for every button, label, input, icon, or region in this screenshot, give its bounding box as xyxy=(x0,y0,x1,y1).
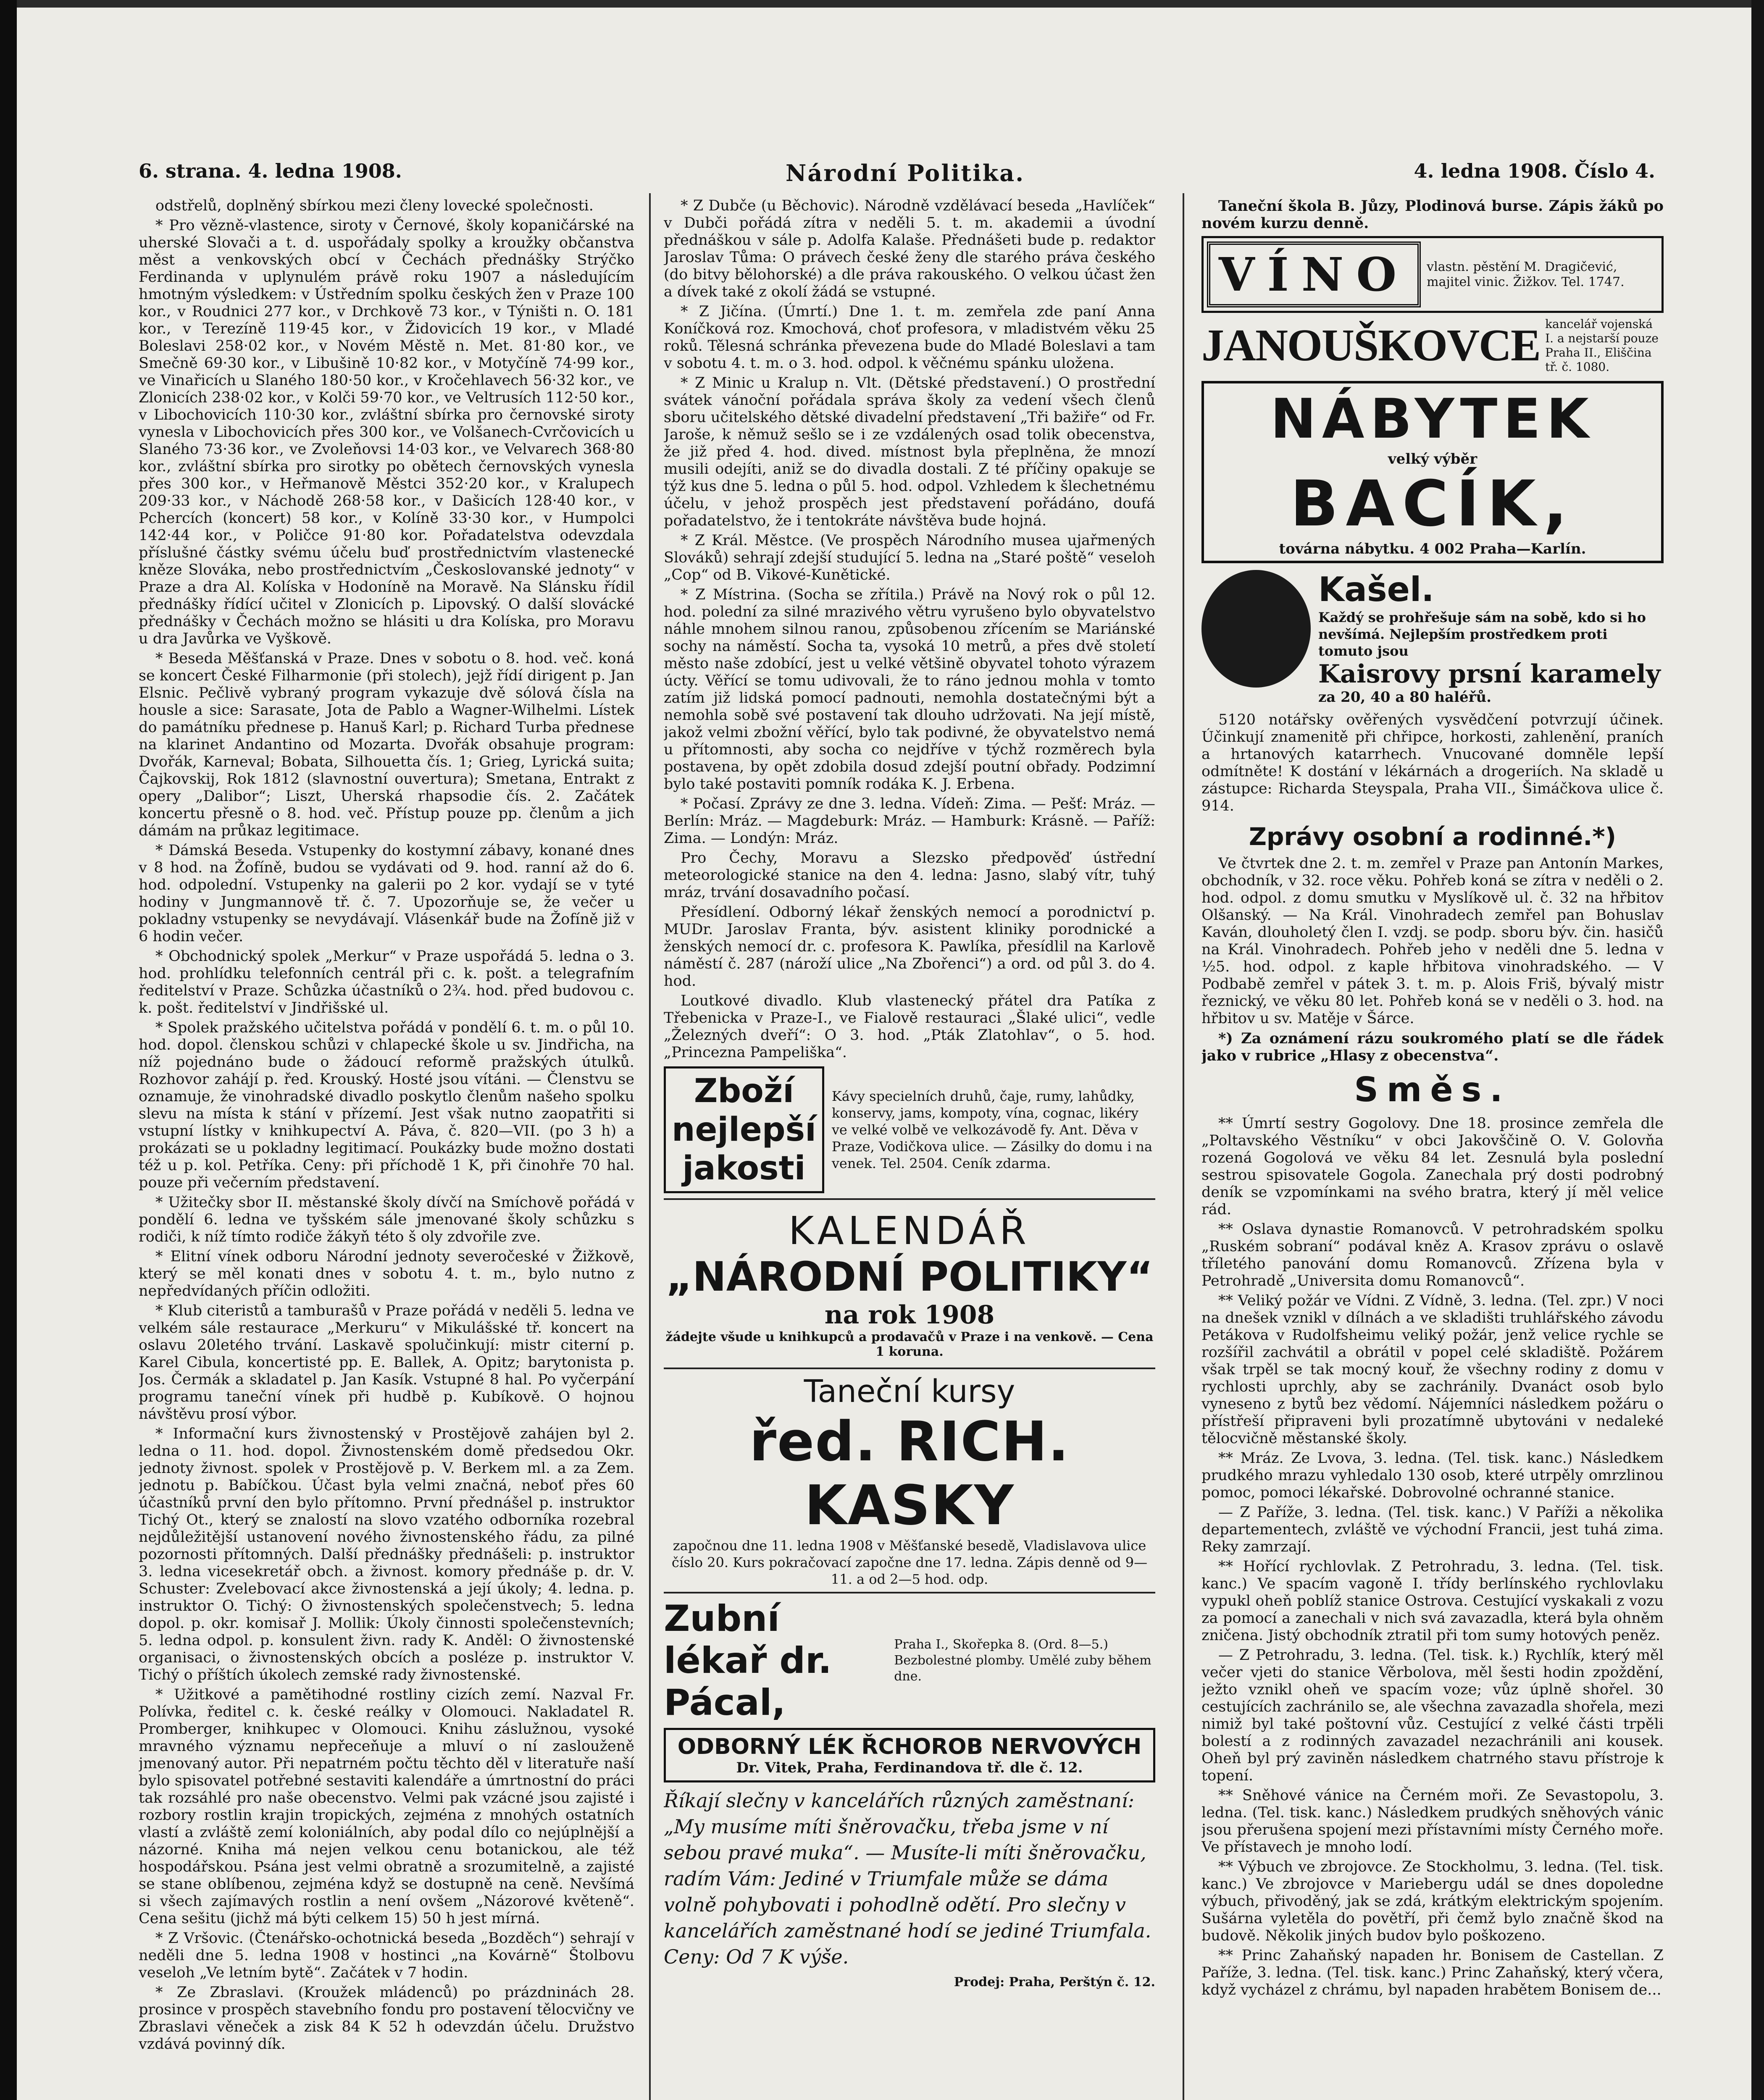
divider xyxy=(664,1592,1155,1593)
article-paragraph: * Z Dubče (u Běchovic). Národně vzdělávací beseda „Havlíček“ v Dubči pořádá zítra v neděli 5. t. m. akademii a úvodní přednáškou v sále p. Adolfa Kalaše. Přednášeti bude p. redaktor Jaroslav Tůma: O právech české ženy dle starého práva českého (do bitvy bělohorské) a dle práva rakouského. O velkou účast žen a dívek také z okolí žádá se vstupné. xyxy=(664,197,1155,300)
article-paragraph: ** Sněhové vánice na Černém moři. Ze Sevastopolu, 3. ledna. (Tel. tisk. kanc.) Následkem prudkých sněhových vánic jsou přerušena spojení mezi přístavními místy Černého moře. Ve přístavech je mnoho lodí. xyxy=(1201,1787,1664,1856)
ad-zbozi-line: nejlepší xyxy=(672,1111,816,1149)
ad-zbozi-line: jakosti xyxy=(682,1150,806,1187)
article-paragraph: * Klub citeristů a tamburašů v Praze pořádá v neděli 5. ledna ve velkém sále restaurace „Merkuru“ v Mikulášské tř. koncert na oslavu 20letého trvání. Laskavě spolučinkují: mistr citerní p. Karel Cibula, koncertisté pp. E. Ballek, A. Opitz; barytonista p. Jos. Čermák a skladatel p. Jan Kasík. Vstupné 8 hal. Po vyčerpání programu taneční vínek při hudbě p. Kubíkově. O hojnou návštěvu prosí výbor. xyxy=(139,1302,634,1423)
ad-nabytek xyxy=(1201,381,1664,563)
ad-kursy xyxy=(664,1373,1155,1588)
ad-vino-title: VÍNO xyxy=(1207,242,1421,307)
article-paragraph: ** Mráz. Ze Lvova, 3. ledna. (Tel. tisk. kanc.) Následkem prudkého mrazu vyhledalo 130 osob, které utrpěly omrzlinou pomoc, pomoci lékařské. Dobrovolné ochranné stanice. xyxy=(1201,1450,1664,1501)
article-paragraph: * Počasí. Zprávy ze dne 3. ledna. Vídeň: Zima. — Pešť: Mráz. — Berlín: Mráz. — Magdeburk: Mráz. — Hamburk: Krásně. — Paříž: Zima. — Londýn: Mráz. xyxy=(664,795,1155,847)
ad-kursy-name: řed. RICH. KASKY xyxy=(749,1410,1070,1537)
ad-odborny-sub: Dr. Vitek, Praha, Ferdinandova tř. dle č. 12. xyxy=(736,1759,1083,1776)
ad-kalendar-title: KALENDÁŘ xyxy=(789,1208,1031,1253)
article-paragraph: * Užitkové a pamětihodné rostliny cizích zemí. Nazval Fr. Polívka, ředitel c. k. české reálky v Olomouci. Nakladatel R. Promberger, knihkupec v Olomouci. Knihu záslužnou, vysoké mravného významu nepřeceňuje a mluví o ní zaslouženě jmenovaný autor. Při nepatrném počtu těchto děl v literatuře naší bylo spisovatel potřebné sestaviti kalendáře a úmrtnostní do práci tak rozsáhlé pro naše obecenstvo. Velmi pak vzácné jsou zajisté i rozbory rostlin krajin tropických, zejména z mnohých ostatních vlastí a zvláště zemí koloniálních, aby podal dílo co nejúplnější a názorné. Kniha má nejen velkou cenu botanickou, ale též hospodářskou. Psána jest velmi obratně a srozumitelně, a zajisté se stane oblíbenou, zejména když se dostupně na ceně. Nevšímá si všech zajímavých rostlin a není ovšem „Názorové květeně“. Cena sešitu (jichž má býti celkem 15) 50 h jest mírná. xyxy=(139,1686,634,1927)
newspaper-page xyxy=(126,59,1672,2100)
scan-edge-left xyxy=(0,0,17,2100)
ad-janouskovce-title: JANOUŠKOVCE xyxy=(1201,320,1541,370)
page-header xyxy=(126,160,1672,197)
footnote: *) Za oznámení rázu soukromého platí se dle řádek jako v rubrice „Hlasy z obecenstva“. xyxy=(1201,1030,1664,1064)
header-issue: 4. ledna 1908. Číslo 4. xyxy=(1414,160,1655,182)
article-paragraph: * Z Král. Městce. (Ve prospěch Národního musea ujařmených Slováků) sehrají zdejší studující 5. ledna na „Staré poště“ veseloh „Cop“ od B. Vikové-Kunětické. xyxy=(664,532,1155,583)
article-paragraph: Pro Čechy, Moravu a Slezsko předpověď ústřední meteorologické stanice na den 4. ledna: Jasno, slabý vítr, tuhý mráz, trvání dosavadního počasí. xyxy=(664,850,1155,901)
article-paragraph: — Z Petrohradu, 3. ledna. (Tel. tisk. k.) Rychlík, který měl večer vjeti do stanice Věrbolova, měl šesti hodin zpoždění, ježto vznikl oheň ve spacím voze; vůz úplně shořel. 30 cestujících zachránilo se, ale všechna zavazadla shořela, mezi nimiž byl také poštovní vůz. Cestující z velké části trpěli bolestí a z rodinných zavazadel nezachránili ani kousek. Oheň byl prý zaviněn následkem chatrného stavu přístroje k topení. xyxy=(1201,1647,1664,1784)
header-masthead: Národní Politika. xyxy=(786,160,1025,186)
ad-zbozi-text: Kávy specielních druhů, čaje, rumy, lahůdky, konservy, jams, kompoty, vína, cognac, likéry ve velké volbě ve velkozávodě fy. Ant. Děva v Praze, Vodičkova ulice. — Zásilky do domu i na venek. Tel. 2504. Ceník zdarma. xyxy=(831,1088,1153,1171)
ad-nabytek-sub: velký výběr xyxy=(1388,451,1477,467)
column-rule xyxy=(1183,193,1184,2100)
ad-zbozi-line: Zboží xyxy=(694,1072,794,1110)
article-paragraph: * Elitní vínek odboru Národní jednoty severočeské v Žižkově, který se měl konati dnes v sobotu 4. t. m., bylo nutno z nepředvídaných příčin odložiti. xyxy=(139,1248,634,1299)
ad-kasel-details: 5120 notářsky ověřených vysvědčení potvrzují účinek. Účinkují znamenitě při chřipce, horkosti, zahlenění, praních a hrtanových katarrhech. Vnucované domněle lepší odmítněte! K dostání v lékárnách a drogeriích. Na skladě u zástupce: Richarda Steyspala, Praha VII., Šimáčkova ulice č. 914. xyxy=(1201,711,1664,814)
article-paragraph: Přesídlení. Odborný lékař ženských nemocí a porodnictví p. MUDr. Jaroslav Franta, býv. asistent kliniky porodnické a ženských nemocí dr. c. profesora K. Pawlíka, přesídlil na Karlově náměstí č. 287 (nároží ulice „Na Zbořenci“) a ord. od půl 3. do 4. hod. xyxy=(664,904,1155,990)
ad-kasel-price: za 20, 40 a 80 haléřů. xyxy=(1318,689,1492,706)
article-paragraph: ** Veliký požár ve Vídni. Z Vídně, 3. ledna. (Tel. zpr.) V noci na dnešek vznikl v dílnách a ve skladišti truhlářského závodu Petákova v Rudolfsheimu veliký požár, jenž velice rychle se rozšířil zachvátil a obrátil v popel celé skladiště. Požárem však trpěl se tak mocný kouř, že všechny rodiny z domu v rychlosti uprchly, aby se zachránily. Dvanáct osob bylo vyneseno z bytů bez vědomí. Nájemníci následkem požáru o přístřeší připraveni byli prozatímně ubytováni v nedaleké tělocvičně městanské školy. xyxy=(1201,1292,1664,1447)
ad-nabytek-footer: továrna nábytku. 4 002 Praha—Karlín. xyxy=(1279,541,1586,557)
ad-kasel xyxy=(1201,570,1664,706)
article-paragraph: * Dámská Beseda. Vstupenky do kostymní zábavy, konané dnes v 8 hod. na Žofíně, budou se vydávati od 9. hod. ranní až do 6. hod. odpolední. Vstupenky na galerii po 2 kor. vydají se v tyté hodiny v Jungmannově tř. č. 7. Upozorňuje se, že večer u pokladny vstupenky se nevydávají. Vlásenkář bude na Žofíně již v 6 hodin večer. xyxy=(139,842,634,945)
article-paragraph: ** Výbuch ve zbrojovce. Ze Stockholmu, 3. ledna. (Tel. tisk. kanc.) Ve zbrojovce v Mariebergu udál se dnes dopoledne výbuch, přivoděný, jak se zdá, krátkým elektrickým spojením. Sušárna vyletěla do povětří, při čemž bylo značně škod na budově. Několik jiných budov bylo poškozeno. xyxy=(1201,1858,1664,1944)
ad-zbozi-title xyxy=(664,1066,824,1193)
article-paragraph: ** Úmrtí sestry Gogolovy. Dne 18. prosince zemřela dle „Poltavského Věstníku“ v obci Jakovščině O. V. Golovňa rozená Gogolová ve věku 84 let. Zesnulá byla poslední sestrou spisovatele Gogola. Zanechala prý dosti podrobný deník se vzpomínkami na svého bratra, který jí měl velice rád. xyxy=(1201,1115,1664,1218)
article-paragraph: * Ze Zbraslavi. (Kroužek mládenců) po prázdninách 28. prosince v prospěch stavebního fondu pro postavení tělocvičny ve Zbraslavi věneček a zisk 84 K 52 h odevzdán účelu. Družstvo vzdává povinný dík. xyxy=(139,1984,634,2053)
column-rule xyxy=(649,193,651,2100)
article-paragraph: * Z Jičína. (Úmrtí.) Dne 1. t. m. zemřela zde paní Anna Koníčková roz. Kmochová, choť profesora, v mladistvém věku 25 roků. Tělesná schránka převezena bude do Mladé Boleslavi a tam v sobotu 4. t. m. o 3. hod. odpol. k věčnému spánku uložena. xyxy=(664,303,1155,372)
article-paragraph: ** Hořící rychlovlak. Z Petrohradu, 3. ledna. (Tel. tisk. kanc.) Ve spacím vagoně I. třídy berlínského rychlovlaku vypukl oheň poblíž stanice Ostrova. Cestující vyskakali z vozu za pomocí a zanechali v nich svá zavazadla, která byla ohněm zničena. Jistý obchodník ztratil při tom sumy hotových peněz. xyxy=(1201,1558,1664,1644)
ad-janouskovce-text: kancelář vojenská I. a nejstarší pouze Praha II., Eliščina tř. č. 1080. xyxy=(1545,317,1659,374)
article-paragraph: * Z Minic u Kralup n. Vlt. (Dětské představení.) O prostřední svátek vánoční pořádala správa školy za vedení všech členů sboru učitelského dětské divadelní představení „Tři bažiře“ od Fr. Jaroše, k němuž sešlo se i ze vzdálených osad tolik obecenstva, že již před 4. hod. dived. místnost byla přeplněna, že mnozí musili odejíti, aniž se do divadla dostali. Z té příčiny opakuje se týž kus dne 5. ledna o půl 5. hod. odpol. Vzhledem k šlechetnému účelu, v jehož prospěch jest představení pořádáno, doufá pořadatelstvo, že i tentokráte návštěva bude hojná. xyxy=(664,375,1155,529)
ad-kalendar-name: „NÁRODNÍ POLITIKY“ xyxy=(666,1253,1153,1300)
ad-janouskovce xyxy=(1201,317,1664,374)
article-paragraph: * Z Místrina. (Socha se zřítila.) Právě na Nový rok o půl 12. hod. polední za silné mrazivého větru vyrušeno bylo obyvatelstvo náhle mnohem silnou ranou, způsobenou zřícením se Mariánské sochy na náměstí. Socha ta, vysoká 10 metrů, a přes dvě století město naše zdobící, jest u velké většině obyvatel tohoto výrazem úcty. Věřící se tomu udivovali, že to ráno jednou mohla v tomto zatím již lidská pomocí padnouti, nemohla dostatečnými být a nemohla sobě své postavení tak dlouho udržovati. Na její místě, jakož velmi zbožní věřící, bylo tak podivné, že obyvatelstvo nemá u přítomnosti, aby socha co nejdříve v týchž rozměrech byla postavena, by opět zdobila dosud zdejší poutní obřady. Podzimní bylo také postaviti pomník rodáka K. J. Erbena. xyxy=(664,586,1155,793)
divider xyxy=(664,1368,1155,1369)
ad-vino xyxy=(1201,236,1664,313)
column-3 xyxy=(1201,197,1664,2100)
ad-tanecni-skola: Taneční škola B. Jůzy, Plodinová burse. Zápis žáků po novém kurzu denně. xyxy=(1201,197,1664,232)
article-paragraph: * Spolek pražského učitelstva pořádá v pondělí 6. t. m. o půl 10. hod. dopol. členskou schůzi v chlapecké škole u sv. Jindřicha, na níž pojednáno bude o žádoucí reformě pražských útulků. Rozhovor zahájí p. řed. Krouský. Hosté jsou vítáni. — Členstvu se oznamuje, že vinohradské divadlo poskytlo členům našeho spolku slevu na místa k stání v přízemí. Jest však nutno zaopatřiti si vstupní lístky v knihkupectví A. Páva, č. 820—VII. (po 3 h) a prokázati se u pokladny legitimací. Poukázky bude možno dostati též u p. kol. Petříka. Ceny: při příchodě 1 K, při činohře 70 hal. pouze při večerním představení. xyxy=(139,1019,634,1191)
ad-pacal-text: Praha I., Skořepka 8. (Ord. 8—5.) Bezbolestné plomby. Umělé zuby během dne. xyxy=(894,1637,1151,1684)
ad-zbozi xyxy=(664,1066,1155,1193)
article-paragraph: — Z Paříže, 3. ledna. (Tel. tisk. kanc.) V Paříži a několika departementech, zvláště ve východní Francii, jest tuhá zima. Reky zamrzají. xyxy=(1201,1504,1664,1555)
column-1 xyxy=(139,197,634,2100)
ad-triumfale: Říkají slečny v kancelářích různých zaměstnaní: „My musíme míti šněrovačku, třeba jsme v ní sebou pravé muka“. — Musíte-li míti šněrovačku, radím Vám: Jediné v Triumfale může se dáma volně pohybovati i pohodlně odětí. Pro slečny v kancelářích zaměstnané hodí se jediné Triumfala. Ceny: Od 7 K výše. xyxy=(664,1789,1151,1968)
article-paragraph: * Pro vězně-vlastence, siroty v Černové, školy kopaničárské na uherské Slovači a t. d. uspořádaly spolky a kroužky občanstva měst a venkovských obcí v Čechách přednášky Strýčko Ferdinanda v uplynulém právě roku 1907 a následujícím hmotným výsledkem: v Ústředním spolku českých žen v Praze 100 kor., v Roudnici 277 kor., v Drchkově 73 kor., v Týništi n. O. 181 kor., v Terezíně 119·45 kor., v Židovicích 19 kor., v Mladé Boleslavi 258·02 kor., v Novém Městě n. Met. 81·80 kor., ve Smečně 69·30 kor., v Libušině 10·82 kor., v Motyčíně 74·99 kor., ve Vinařicích u Slaného 180·50 kor., v Kročehlavech 56·32 kor., ve Zlonicích 238·02 kor., v Kolči 59·70 kor., ve Veltrusích 112·50 kor., v Libochovicích 110·30 kor., zvláštní sbírka pro černovské siroty vynesla v Libochovicích přes 300 kor., ve Volšanech-Cvrčovicích u Slaného 73·36 kor., ve Zvoleňovsi 14·03 kor., ve Velvarech 368·80 kor., zvláštní sbírka pro sirotky po obětech černovských vynesla přes 300 kor., v Heřmanově Městci 352·20 kor., v Kralupech 209·33 kor., v Náchodě 268·58 kor., v Dašicích 128·40 kor., v Pchercích (koncert) 58 kor., v Kolíně 33·30 kor., v Humpolci 142·44 kor., v Poličce 91·80 kor. Pořadatelstva odevzdala příslušné částky svému účelu buď prostřednictvím vlastenecké kněze Slováka, nebo prostřednictvím „Českoslovanské jednoty“ v Praze a dra Al. Kolíska v Hodoníně na Moravě. Na Slánsku řídil přednášky řídící učitel v Zlonicích p. Lipovský. O další slovácké přednášky v Čechách možno se hlásiti u dra Kolíska, pro Moravu u dra Javůrka ve Vyškově. xyxy=(139,217,634,647)
scan-edge-top xyxy=(0,0,1764,8)
ad-nabytek-title: NÁBYTEK xyxy=(1270,387,1595,451)
ad-kalendar xyxy=(664,1204,1155,1363)
ad-triumfale-footer: Prodej: Praha, Perštýn č. 12. xyxy=(954,1975,1155,1990)
ad-kasel-text: Každý se prohřešuje sám na sobě, kdo si ho nevšímá. Nejlepším prostředkem proti tomuto jsou xyxy=(1318,609,1646,659)
tree-illustration-icon xyxy=(1201,570,1311,688)
article-paragraph: ** Princ Zahaňský napaden hr. Bonisem de Castellan. Z Paříže, 3. ledna. (Tel. tisk. kanc.) Princ Zahaňský, který včera, když vycházel z chrámu, byl napaden hrabětem Bonisem de... xyxy=(1201,1947,1664,1998)
article-paragraph: Ve čtvrtek dne 2. t. m. zemřel v Praze pan Antonín Markes, obchodník, v 32. roce věku. Pohřeb koná se zítra v neděli o 2. hod. odpol. z domu smutku v Myslíkově ul. č. 32 na hřbitov Olšanský. — Na Král. Vinohradech zemřel pan Bohuslav Kaván, dlouholetý člen I. vzdj. se podp. sboru býv. čin. hasičů na Král. Vinohradech. Pohřeb jeho v neděli dne 5. ledna v ½5. hod. odpol. z kaple hřbitova vinohradského. — V Podbabě zemřel v pátek 3. t. m. p. Alois Friš, bývalý mistr řeznický, ve věku 80 let. Pohřeb koná se v neděli o 3. hod. na hřbitov u sv. Matěje v Šárce. xyxy=(1201,855,1664,1027)
section-title-zpravy: Zprávy osobní a rodinné.*) xyxy=(1249,822,1617,851)
ad-nabytek-name: BACÍK, xyxy=(1290,467,1575,541)
scan-edge-right xyxy=(1751,0,1764,2100)
ad-kalendar-note: žádejte všude u knihkupců a prodavačů v Praze i na venkově. — Cena 1 koruna. xyxy=(665,1330,1154,1359)
ad-vino-text: vlastn. pěstění M. Dragičević, majitel vinic. Žižkov. Tel. 1747. xyxy=(1427,259,1625,289)
ad-kursy-title: Taneční kursy xyxy=(804,1373,1015,1410)
article-paragraph: Loutkové divadlo. Klub vlastenecký přátel dra Patíka z Třebenicka v Praze-I., ve Fialově restauraci „Šlaké ulici“, vedle „Železných dveří“: O 3. hod. „Pták Zlatohlav“, o 5. hod. „Princezna Pampeliška“. xyxy=(664,992,1155,1061)
article-paragraph: * Beseda Měšťanská v Praze. Dnes v sobotu o 8. hod. več. koná se koncert České Filharmonie (při stolech), jejž řídí dirigent p. Jan Elsnic. Pečlivě vybraný program vykazuje dvě sólová čísla na housle a sice: Sarasate, Jota de Pablo a Wagner-Wilhelmi. Lístek do památníku přednese p. Hanuš Karl; p. Richard Turba přednese na klarinet Andantino od Mozarta. Dvořák obsahuje program: Dvořák, Karneval; Bobata, Silhouetta čís. 1; Grieg, Lyrická suita; Čajkovskij, Rok 1812 (slavnostní ouvertura); Smetana, Entrakt z opery „Dalibor“; Liszt, Uherská rhapsodie čís. 2. Začátek koncertu přesně o 8. hod. več. Přístup pouze pp. členům a jich dámám na průkaz legitimace. xyxy=(139,650,634,839)
divider xyxy=(664,1198,1155,1200)
ad-kasel-product: Kaisrovy prsní karamely xyxy=(1318,659,1661,689)
ad-odborny-title: ODBORNÝ LÉK ŘCHOROB NERVOVÝCH xyxy=(677,1734,1142,1759)
ad-kasel-title: Kašel. xyxy=(1318,570,1434,609)
ad-pacal-title: Zubní lékař dr. Pácal, xyxy=(664,1598,832,1724)
column-2 xyxy=(664,197,1155,2100)
ad-pacal xyxy=(664,1598,1155,1724)
ad-kasel-body xyxy=(1318,570,1664,706)
article-paragraph: * Informační kurs živnostenský v Prostějově zahájen byl 2. ledna o 11. hod. dopol. Živnostenském domě předsedou Okr. jednoty živnost. spolek v Prostějově p. V. Berkem ml. a za Zem. jednotu p. Babíčkou. Účast byla velmi značná, neboť přes 60 účastníků první den bylo přítomno. První přednášel p. instruktor Tichý Ot., který se znalostí na slovo vzatého odborníka rozebral nejdůležitější ustanovení nového živnostenského řádu, za pilné pozornosti přítomných. Další přednášky přednášeli: p. instruktor 3. ledna vicesekretář obch. a živnost. komory přednáše p. dr. V. Schuster: Zvelebovací akce živnostenská a její úkoly; 4. ledna. p. instruktor O. Tichý: O živnostenských společenstvech; 5. ledna dopol. p. okr. komisař J. Mollik: Úkoly činnosti společenstevních; 5. ledna odpol. p. konsulent živn. rady K. Anděl: O živnostenské organisaci, o živnostenských obcích a posléze p. instruktor V. Tichý o příštích úkolech zemské rady živnostenské. xyxy=(139,1425,634,1683)
ad-kursy-text: započnou dne 11. ledna 1908 v Měšťanské besedě, Vladislavova ulice číslo 20. Kurs pokračovací započne dne 17. ledna. Zápis denně od 9—11. a od 2—5 hod. odp. xyxy=(671,1538,1148,1587)
header-page-date: 6. strana. 4. ledna 1908. xyxy=(139,160,402,182)
section-title-smes: Směs. xyxy=(1354,1070,1511,1109)
article-paragraph: ** Oslava dynastie Romanovců. V petrohradském spolku „Ruském sobraní“ podával kněz A. Krasov zprávu o oslavě tříletého panování domu Romanovců. Zřízena byla v Petrohradě „Universita domu Romanovců“. xyxy=(1201,1221,1664,1289)
article-paragraph: * Obchodnický spolek „Merkur“ v Praze uspořádá 5. ledna o 3. hod. prohlídku telefonních centrál při c. k. pošt. a telegrafním ředitelství v Praze. Schůzka účastníků o 2¾. hod. před budovou c. k. pošt. ředitelství v Jindřišské ul. xyxy=(139,948,634,1016)
ad-kalendar-year: na rok 1908 xyxy=(824,1300,995,1330)
ad-odborny-lekar xyxy=(664,1728,1155,1782)
article-paragraph: odstřelů, doplněný sbírkou mezi členy lovecké společnosti. xyxy=(155,197,594,214)
article-paragraph: * Užitečky sbor II. městanské školy dívčí na Smíchově pořádá v pondělí 6. ledna ve tyšském sále jmenované školy schůzku s rodiči, k níž tímto rodiče žákyň této š oly zdvořile zve. xyxy=(139,1194,634,1245)
article-paragraph: * Z Vršovic. (Čtenářsko-ochotnická beseda „Bozděch“) sehrají v neděli dne 5. ledna 1908 v hostinci „na Kovárně“ Štolbovu veseloh „Ve letním bytě“. Začátek v 7 hodin. xyxy=(139,1930,634,1981)
